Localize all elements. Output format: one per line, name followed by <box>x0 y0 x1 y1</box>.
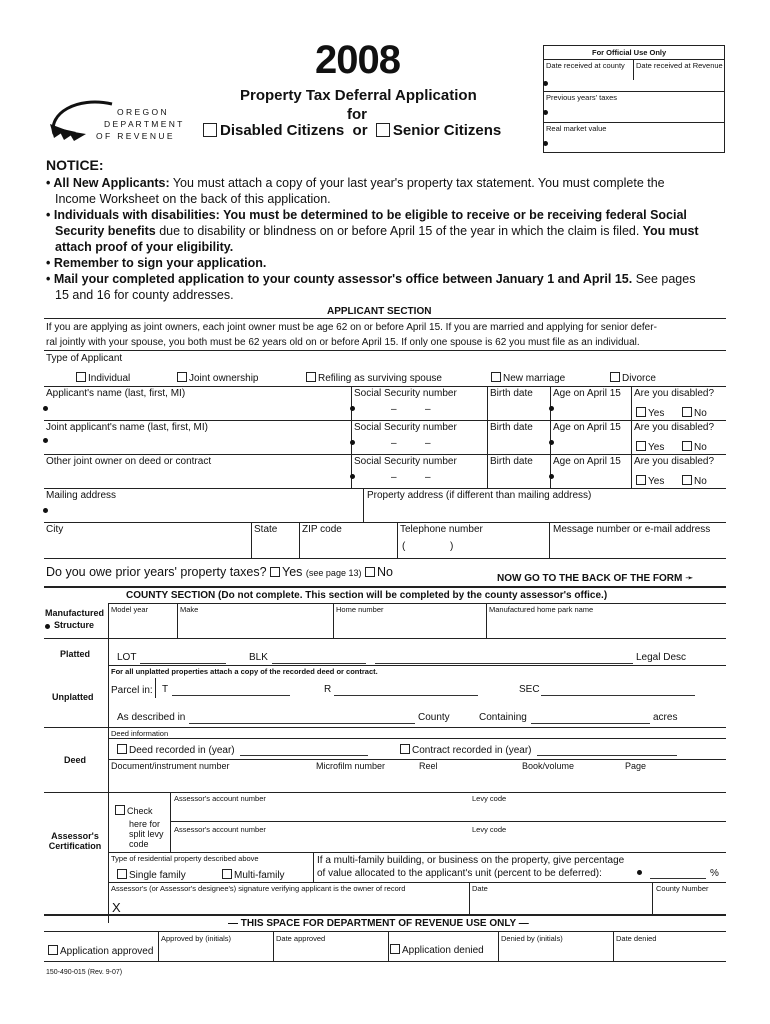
applicant-disabled-no[interactable]: No <box>682 407 707 419</box>
disabled-citizens-checkbox[interactable] <box>203 123 217 137</box>
contract-recorded-option[interactable]: Contract recorded in (year) <box>400 744 532 756</box>
manufactured-label: Manufactured <box>45 608 105 618</box>
other-disabled-no[interactable]: No <box>682 475 707 487</box>
signature-x: X <box>112 900 121 915</box>
assessor-account-2[interactable]: Assessor's account number <box>174 825 266 834</box>
levy-code-1[interactable]: Levy code <box>472 794 507 803</box>
notice-line-7: • Mail your completed application to your county assessor's office between January 1 and April 15. See pages <box>46 272 696 286</box>
type-divorce[interactable]: Divorce <box>610 372 656 384</box>
county-number-field[interactable]: County Number <box>656 884 709 893</box>
single-family-option[interactable]: Single family <box>117 869 186 881</box>
deed-recorded-option[interactable]: Deed recorded in (year) <box>117 744 235 756</box>
multi-family-option[interactable]: Multi-family <box>222 869 285 881</box>
mailing-address-field[interactable]: Mailing address <box>46 490 117 501</box>
book-volume-field[interactable]: Book/volume <box>522 761 575 771</box>
senior-citizens-checkbox[interactable] <box>376 123 390 137</box>
home-number-field[interactable]: Home number <box>336 605 384 614</box>
applicant-disabled-label: Are you disabled? <box>634 388 715 399</box>
county-section-heading: COUNTY SECTION (Do not complete. This section will be completed by the county assessor's office.) <box>126 590 608 601</box>
as-described-label: As described in <box>117 712 186 723</box>
type-joint[interactable]: Joint ownership <box>177 372 258 384</box>
date-received-revenue[interactable]: Date received at Revenue <box>636 61 723 70</box>
telephone-paren-close: ) <box>450 541 454 552</box>
message-email-field[interactable]: Message number or e-mail address <box>553 524 711 535</box>
other-owner-name-field[interactable]: Other joint owner on deed or contract <box>46 456 212 467</box>
applicant-disabled-yes[interactable]: Yes <box>636 407 664 419</box>
unplatted-note: For all unplatted properties attach a copy of the recorded deed or contract. <box>111 667 378 676</box>
joint-birth-label[interactable]: Birth date <box>490 422 533 433</box>
notice-heading: NOTICE: <box>46 157 104 173</box>
form-title-options: Disabled Citizens or Senior Citizens <box>203 122 501 139</box>
other-ssn-label[interactable]: Social Security number <box>354 456 457 467</box>
divorce-checkbox[interactable] <box>610 372 620 382</box>
type-individual[interactable]: Individual <box>76 372 130 384</box>
split-levy-checkbox[interactable] <box>115 805 125 815</box>
notice-line-8: 15 and 16 for county addresses. <box>55 288 234 302</box>
real-market-value[interactable]: Real market value <box>546 124 607 133</box>
document-number-field[interactable]: Document/instrument number <box>111 761 230 771</box>
containing-label: Containing <box>479 712 527 723</box>
blk-label: BLK <box>249 652 268 663</box>
parcel-in-label: Parcel in: <box>111 685 153 696</box>
revenue-use-heading: — THIS SPACE FOR DEPARTMENT OF REVENUE USE ONLY — <box>228 918 529 929</box>
assessor-account-1[interactable]: Assessor's account number <box>174 794 266 803</box>
notice-line-2: Income Worksheet on the back of this application. <box>55 192 331 206</box>
zip-field[interactable]: ZIP code <box>302 524 342 535</box>
joint-yes-checkbox[interactable] <box>636 441 646 451</box>
telephone-paren-open: ( <box>402 541 406 552</box>
official-use-title: For Official Use Only <box>592 48 667 57</box>
split-levy-checkbox-area[interactable]: Check here for split levy code <box>115 801 169 849</box>
other-disabled-label: Are you disabled? <box>634 456 715 467</box>
logo-oregon: O R E G O N <box>117 107 167 117</box>
single-family-checkbox[interactable] <box>117 869 127 879</box>
percentage-text-2: of value allocated to the applicant's unit (percent to be deferred): <box>317 868 602 879</box>
contract-recorded-checkbox[interactable] <box>400 744 410 754</box>
joint-disabled-yes[interactable]: Yes <box>636 441 664 453</box>
applicant-intro-1: If you are applying as joint owners, each joint owner must be age 62 on or before April 15. If you are married and applying for senior defer- <box>46 322 657 333</box>
type-refiling[interactable]: Refiling as surviving spouse <box>306 372 442 384</box>
range-label: R <box>324 684 332 695</box>
levy-code-2[interactable]: Levy code <box>472 825 507 834</box>
owe-yes-checkbox[interactable] <box>270 567 280 577</box>
joint-disabled-label: Are you disabled? <box>634 422 715 433</box>
county-word-label: County <box>418 712 450 723</box>
percentage-text-1: If a multi-family building, or business on the property, give percentage <box>317 855 625 866</box>
arrow-right-icon: ➛ <box>685 573 694 584</box>
application-denied-checkbox[interactable] <box>390 944 400 954</box>
percent-sign: % <box>710 868 719 879</box>
applicant-age-label[interactable]: Age on April 15 <box>553 388 621 399</box>
owe-taxes-question: Do you owe prior years' property taxes? Yes (see page 13) No <box>46 565 393 579</box>
platted-label: Platted <box>60 649 91 659</box>
lot-label: LOT <box>117 652 137 663</box>
multi-family-checkbox[interactable] <box>222 869 232 879</box>
other-disabled-yes[interactable]: Yes <box>636 475 664 487</box>
form-number: 150-490-015 (Rev. 9-07) <box>46 969 123 976</box>
other-birth-label[interactable]: Birth date <box>490 456 533 467</box>
reel-field[interactable]: Reel <box>419 761 438 771</box>
form-title: Property Tax Deferral Application <box>240 87 477 104</box>
telephone-field[interactable]: Telephone number <box>400 524 483 535</box>
other-age-label[interactable]: Age on April 15 <box>553 456 621 467</box>
approved-by-field[interactable]: Approved by (initials) <box>161 934 232 943</box>
section-label: SEC <box>519 684 540 695</box>
form-title-for: for <box>347 106 367 123</box>
joint-ownership-checkbox[interactable] <box>177 372 187 382</box>
other-ssn-dash-2: – <box>425 472 431 483</box>
joint-applicant-name-field[interactable]: Joint applicant's name (last, first, MI) <box>46 422 208 433</box>
deed-information-label: Deed information <box>111 729 169 738</box>
park-name-field[interactable]: Manufactured home park name <box>489 605 594 614</box>
unplatted-label: Unplatted <box>52 692 94 702</box>
structure-label: Structure <box>54 620 95 630</box>
official-use-box <box>543 45 725 153</box>
applicant-ssn-label[interactable]: Social Security number <box>354 388 457 399</box>
logo-department: D E P A R T M E N T <box>104 119 183 129</box>
previous-years-taxes[interactable]: Previous years' taxes <box>546 93 618 102</box>
residential-type-label: Type of residential property described above <box>111 854 259 863</box>
applicant-name-field[interactable]: Applicant's name (last, first, MI) <box>46 388 186 399</box>
application-approved-checkbox[interactable] <box>48 945 58 955</box>
other-ssn-dash-1: – <box>391 472 397 483</box>
state-field[interactable]: State <box>254 524 278 535</box>
date-received-county[interactable]: Date received at county <box>546 61 625 70</box>
owe-no-checkbox[interactable] <box>365 567 375 577</box>
refiling-checkbox[interactable] <box>306 372 316 382</box>
joint-ssn-label[interactable]: Social Security number <box>354 422 457 433</box>
logo-of-revenue: O F R E V E N U E <box>96 131 173 141</box>
denied-by-field[interactable]: Denied by (initials) <box>501 934 563 943</box>
date-denied-field[interactable]: Date denied <box>616 934 657 943</box>
assessors-certification-label: Assessor's Certification <box>48 831 102 851</box>
joint-ssn-dash-1: – <box>391 438 397 449</box>
application-denied-option[interactable]: Application denied <box>390 944 484 956</box>
date-approved-field[interactable]: Date approved <box>276 934 326 943</box>
deed-label: Deed <box>64 755 87 765</box>
other-no-checkbox[interactable] <box>682 475 692 485</box>
model-year-field[interactable]: Model year <box>111 605 149 614</box>
joint-age-label[interactable]: Age on April 15 <box>553 422 621 433</box>
microfilm-number-field[interactable]: Microfilm number <box>316 761 386 771</box>
deed-recorded-checkbox[interactable] <box>117 744 127 754</box>
joint-no-checkbox[interactable] <box>682 441 692 451</box>
legal-desc-label: Legal Desc <box>636 652 687 663</box>
property-address-field[interactable]: Property address (if different than mailing address) <box>367 490 592 501</box>
type-of-applicant-label: Type of Applicant <box>46 353 123 364</box>
notice-line-4: Security benefits due to disability or blindness on or before April 15 of the year in which the claim is filed. You must <box>55 224 699 238</box>
township-label: T <box>162 684 169 695</box>
page-field[interactable]: Page <box>625 761 647 771</box>
make-field[interactable]: Make <box>180 605 199 614</box>
applicant-yes-checkbox[interactable] <box>636 407 646 417</box>
new-marriage-checkbox[interactable] <box>491 372 501 382</box>
applicant-ssn-dash-2: – <box>425 404 431 415</box>
applicant-ssn-dash-1: – <box>391 404 397 415</box>
joint-ssn-dash-2: – <box>425 438 431 449</box>
notice-line-5: attach proof of your eligibility. <box>55 240 234 254</box>
applicant-section-heading: APPLICANT SECTION <box>327 306 432 317</box>
joint-disabled-no[interactable]: No <box>682 441 707 453</box>
type-new-marriage[interactable]: New marriage <box>491 372 565 384</box>
applicant-birth-label[interactable]: Birth date <box>490 388 533 399</box>
acres-label: acres <box>653 712 678 723</box>
applicant-intro-2: ral jointly with your spouse, you both must be 62 years old on or before April 15. If only one spouse is 62 you must file as an individual. <box>46 337 640 348</box>
other-yes-checkbox[interactable] <box>636 475 646 485</box>
form-year: 2008 <box>315 38 400 82</box>
notice-line-6: • Remember to sign your application. <box>46 256 267 270</box>
notice-line-1: • All New Applicants: You must attach a copy of your last year's property tax statement. You must complete the <box>46 176 665 190</box>
notice-line-3: • Individuals with disabilities: You must be determined to be eligible to receive or be receiving federal Social <box>46 208 687 222</box>
applicant-no-checkbox[interactable] <box>682 407 692 417</box>
cert-date-field[interactable]: Date <box>472 884 488 893</box>
application-approved-option[interactable]: Application approved <box>48 945 153 957</box>
assessor-signature-field[interactable]: Assessor's (or Assessor's designee's) signature verifying applicant is the owner of record <box>111 884 406 893</box>
city-field[interactable]: City <box>46 524 64 535</box>
individual-checkbox[interactable] <box>76 372 86 382</box>
go-to-back-instruction: NOW GO TO THE BACK OF THE FORM ➛ <box>497 573 694 584</box>
